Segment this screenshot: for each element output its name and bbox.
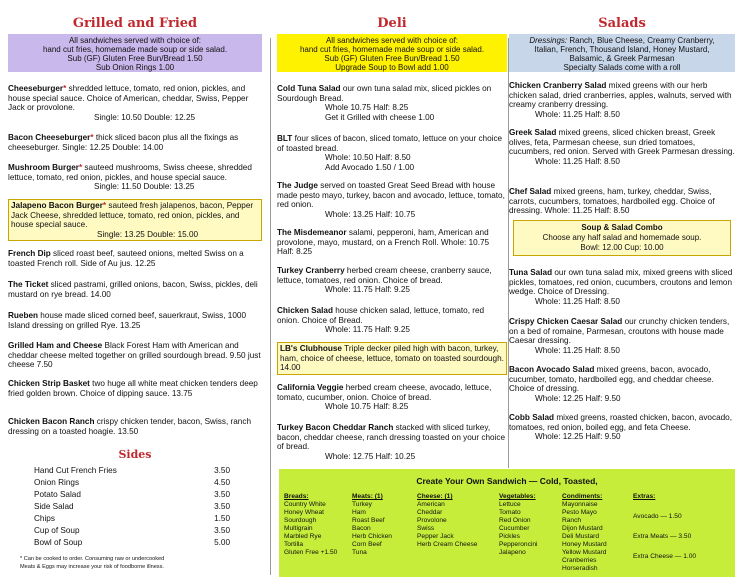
cyo-extra: Extra Cheese — 1.00 bbox=[633, 553, 697, 560]
menu-item-lbs-clubhouse bbox=[277, 342, 507, 375]
menu-item-jalapeno-bacon-burger bbox=[8, 199, 262, 241]
cyo-heading: Cheese: (1) bbox=[417, 493, 453, 500]
food-disclaimer bbox=[20, 556, 240, 571]
deli-note bbox=[277, 34, 507, 72]
cyo-heading: Vegetables: bbox=[499, 493, 536, 500]
item-name: Bacon Cheeseburger bbox=[8, 133, 91, 142]
deli-note-line: All sandwiches served with choice of: bbox=[325, 36, 459, 45]
item-price: Whole: 11.75 Half: 9.25 bbox=[325, 285, 410, 295]
grilled-column bbox=[8, 0, 262, 587]
item-desc: sliced roast beef, sauteed onions, melted Swiss on a toasted French roll. Side of Au jus. 12.25 bbox=[8, 249, 244, 268]
cyo-option: Gluten Free +1.50 bbox=[284, 549, 338, 556]
cyo-meats bbox=[352, 493, 392, 557]
menu-item-cheeseburger bbox=[8, 84, 262, 122]
grilled-note-line: Sub (GF) Gluten Free Bun/Bread 1.50 bbox=[67, 54, 203, 63]
side-price: 4.50 bbox=[214, 478, 230, 487]
side-name: Hand Cut French Fries bbox=[34, 466, 117, 475]
cyo-option: Pepper Jack bbox=[417, 533, 454, 540]
cyo-option: Sourdough bbox=[284, 517, 317, 524]
deli-note-line: Upgrade Soup to Bowl add 1.00 bbox=[335, 63, 449, 72]
item-name: Crispy Chicken Caesar Salad bbox=[509, 317, 623, 326]
item-name: Chicken Bacon Ranch bbox=[8, 417, 95, 426]
item-desc: served on toasted Great Seed Bread with house made pesto mayo, turkey, bacon and avocado, lettuce, tomato, red onion. bbox=[277, 181, 505, 210]
item-price: Whole 10.75 Half: 8.25 bbox=[325, 103, 409, 113]
item-name: Turkey Bacon Cheddar Ranch bbox=[277, 423, 394, 432]
item-price: Whole 10.75 Half: 8.25 bbox=[325, 402, 409, 412]
menu-item-chicken-cranberry-salad bbox=[509, 81, 735, 119]
menu-item-the-misdemeanor bbox=[277, 228, 507, 257]
side-item bbox=[34, 501, 230, 513]
cyo-option: Ranch bbox=[562, 517, 582, 524]
cyo-option: Provolone bbox=[417, 517, 447, 524]
item-desc: mixed greens, roasted chicken, bacon, avocado, tomatoes, red onion, boiled egg, and feta Cheese. bbox=[509, 413, 733, 432]
item-name: Greek Salad bbox=[509, 128, 557, 137]
cyo-option: Pickles bbox=[499, 533, 520, 540]
combo-desc: Choose any half salad and homemade soup. bbox=[542, 233, 702, 242]
item-desc: herbed cream cheese, avocado, lettuce, tomato, cucumber, onion. Choice of bread. bbox=[277, 383, 492, 402]
cyo-option: Ham bbox=[352, 509, 366, 516]
side-item bbox=[34, 537, 230, 549]
menu-item-tuna-salad bbox=[509, 268, 735, 306]
cyo-option: Turkey bbox=[352, 501, 372, 508]
column-divider bbox=[270, 38, 271, 575]
side-item bbox=[34, 465, 230, 477]
item-name: Cold Tuna Salad bbox=[277, 84, 341, 93]
grilled-note-line: hand cut fries, homemade made soup or side salad. bbox=[42, 45, 228, 54]
item-desc: stacked with sliced turkey, bacon, cheddar cheese, ranch dressing toasted on your choice of bread. bbox=[277, 423, 506, 452]
asterisk: * bbox=[90, 133, 94, 142]
item-desc: our crunchy chicken tenders, on a bed of romaine, Parmesan, croutons with house made Caesar dressing. bbox=[509, 317, 730, 346]
item-desc: herbed cream cheese, cranberry sauce, lettuce, tomatoes, red onion. Choice of bread. bbox=[277, 266, 492, 285]
salads-note bbox=[509, 34, 735, 72]
cyo-option: Swiss bbox=[417, 525, 435, 532]
menu-item-turkey-cranberry bbox=[277, 266, 507, 295]
cyo-option: Honey Mustard bbox=[562, 541, 607, 548]
combo-price: Bowl: 12.00 Cup: 10.00 bbox=[580, 243, 664, 252]
item-price: Single: 10.50 Double: 12.25 bbox=[94, 112, 196, 122]
item-name: Cheeseburger bbox=[8, 84, 64, 93]
create-your-own-panel bbox=[279, 469, 735, 577]
item-desc: house chicken salad, lettuce, tomato, red onion. Choice of Bread. bbox=[277, 306, 485, 325]
item-name: Chicken Strip Basket bbox=[8, 379, 90, 388]
menu-item-the-ticket bbox=[8, 280, 262, 299]
cyo-heading: Meats: (1) bbox=[352, 493, 383, 500]
menu-item-chicken-strip-basket bbox=[8, 379, 262, 398]
cyo-extras bbox=[633, 493, 696, 561]
menu-item-cold-tuna-salad bbox=[277, 84, 507, 122]
item-name: Bacon Avocado Salad bbox=[509, 365, 595, 374]
menu-item-chicken-salad bbox=[277, 306, 507, 335]
item-name: Chef Salad bbox=[509, 187, 552, 196]
side-name: Cup of Soup bbox=[34, 526, 80, 535]
cyo-heading: Condiments: bbox=[562, 493, 603, 500]
item-name: The Ticket bbox=[8, 280, 49, 289]
cyo-extra: Extra Meats — 3.50 bbox=[633, 533, 692, 540]
item-desc: sauteed fresh jalapenos, bacon, Pepper Jack Cheese, shredded lettuce, tomato, red onion, pickles, and house special sauce. bbox=[11, 201, 254, 230]
item-extra: Get it Grilled with cheese 1.00 bbox=[325, 112, 435, 122]
cyo-heading: Breads: bbox=[284, 493, 309, 500]
salads-note-line bbox=[509, 36, 735, 45]
menu-item-turkey-bacon-cheddar-ranch bbox=[277, 423, 507, 461]
cyo-option: Roast Beef bbox=[352, 517, 385, 524]
item-name: Turkey Cranberry bbox=[277, 266, 345, 275]
item-price: Whole: 11.25 Half: 8.50 bbox=[535, 296, 620, 306]
cyo-option: Corn Beef bbox=[352, 541, 382, 548]
item-name: Cobb Salad bbox=[509, 413, 555, 422]
item-desc: our own tuna salad mix, mixed greens with sliced pickles, tomatoes, red onion, cucumbers, croutons and lemon wedge. Choice of Dressing. bbox=[509, 268, 733, 297]
cyo-option: Pepperoncini bbox=[499, 541, 538, 548]
cyo-option: Herb Chicken bbox=[352, 533, 392, 540]
grilled-note bbox=[8, 34, 262, 72]
cyo-option: Country White bbox=[284, 501, 326, 508]
item-name: California Veggie bbox=[277, 383, 344, 392]
side-price: 5.00 bbox=[214, 538, 230, 547]
menu-item-cobb-salad bbox=[509, 413, 735, 442]
side-price: 3.50 bbox=[214, 490, 230, 499]
cyo-option: Honey Wheat bbox=[284, 509, 324, 516]
menu-item-rueben bbox=[8, 311, 262, 330]
item-name: Tuna Salad bbox=[509, 268, 553, 277]
item-name: BLT bbox=[277, 134, 293, 143]
side-price: 3.50 bbox=[214, 466, 230, 475]
item-name: Mushroom Burger bbox=[8, 163, 79, 172]
grilled-note-line: All sandwiches served with choice of: bbox=[68, 36, 202, 45]
side-item bbox=[34, 477, 230, 489]
item-price: Whole: 12.25 Half: 9.50 bbox=[535, 432, 621, 442]
cyo-breads bbox=[284, 493, 337, 557]
cyo-option: Pesto Mayo bbox=[562, 509, 597, 516]
cyo-option: Jalapeno bbox=[499, 549, 526, 556]
item-price: Whole: 11.25 Half: 8.50 bbox=[535, 109, 620, 119]
item-desc: mixed greens, ham, turkey, cheddar, Swiss, carrots, cucumbers, tomatoes, hardboiled egg. Choice of dressing. Whole: 11.25 Half: 8.50 bbox=[509, 187, 715, 216]
salads-note-line: Balsamic, & Greek Parmesan bbox=[569, 54, 675, 63]
menu-item-french-dip bbox=[8, 249, 262, 268]
cyo-heading: Extras: bbox=[633, 493, 656, 500]
item-price: Whole: 12.75 Half: 10.25 bbox=[325, 451, 416, 461]
cyo-option: Cheddar bbox=[417, 509, 443, 516]
item-name: French Dip bbox=[8, 249, 51, 258]
cyo-option: Lettuce bbox=[499, 501, 521, 508]
menu-item-california-veggie bbox=[277, 383, 507, 412]
grilled-note-line: Sub Onion Rings 1.00 bbox=[95, 63, 175, 72]
item-price: Whole: 11.25 Half: 8.50 bbox=[535, 156, 620, 166]
item-desc: salami, pepperoni, ham, American and provolone, mayo, mustard, on a French Roll. Whole: 10.75 Half: 8.25 bbox=[277, 228, 490, 257]
menu-item-chef-salad bbox=[509, 187, 735, 216]
cyo-extra: Avocado — 1.50 bbox=[633, 513, 682, 520]
cyo-option: Multigrain bbox=[284, 525, 313, 532]
side-name: Potato Salad bbox=[34, 490, 81, 499]
cyo-option: American bbox=[417, 501, 445, 508]
side-item bbox=[34, 525, 230, 537]
item-desc: Black Forest Ham with American and cheddar cheese melted together on grilled sourdough bread. 9.50 just cheese 7.50 bbox=[8, 341, 261, 370]
cyo-option: Red Onion bbox=[499, 517, 531, 524]
item-price: Single: 11.50 Double: 13.25 bbox=[94, 182, 195, 192]
side-item bbox=[34, 489, 230, 501]
menu-item-grilled-ham-cheese bbox=[8, 341, 262, 370]
cyo-option: Yellow Mustard bbox=[562, 549, 607, 556]
deli-heading: Deli bbox=[377, 16, 407, 31]
item-desc: four slices of bacon, sliced tomato, lettuce on your choice of toasted bread. bbox=[277, 134, 503, 153]
salads-heading: Salads bbox=[598, 16, 646, 31]
deli-note-line: Sub (GF) Gluten Free Bun/Bread 1.50 bbox=[324, 54, 460, 63]
cyo-condiments bbox=[562, 493, 607, 573]
cyo-option: Horseradish bbox=[562, 565, 598, 572]
item-price: Whole: 12.25 Half: 9.50 bbox=[535, 393, 621, 403]
item-price: Whole: 10.50 Half: 8.50 bbox=[325, 153, 411, 163]
menu-item-mushroom-burger bbox=[8, 163, 262, 192]
item-name: Chicken Cranberry Salad bbox=[509, 81, 607, 90]
item-name: The Misdemeanor bbox=[277, 228, 347, 237]
soup-salad-combo bbox=[513, 220, 731, 256]
menu-item-bacon-avocado-salad bbox=[509, 365, 735, 403]
cyo-option: Tomato bbox=[499, 509, 521, 516]
side-name: Onion Rings bbox=[34, 478, 80, 487]
side-price: 1.50 bbox=[214, 514, 230, 523]
item-price: Whole: 11.25 Half: 8.50 bbox=[535, 345, 620, 355]
cyo-option: Herb Cream Cheese bbox=[417, 541, 478, 548]
cyo-vegetables bbox=[499, 493, 538, 557]
combo-title: Soup & Salad Combo bbox=[581, 223, 663, 232]
dressings-label: Dressings: bbox=[529, 36, 568, 45]
cyo-option: Deli Mustard bbox=[562, 533, 600, 540]
item-desc: house made sliced corned beef, sauerkraut, Swiss, 1000 Island dressing on grilled Rye. 13.25 bbox=[8, 311, 247, 330]
deli-note-line: hand cut fries, homemade made soup or side salad. bbox=[299, 45, 485, 54]
menu-item-blt bbox=[277, 134, 507, 172]
asterisk: * bbox=[78, 163, 83, 172]
cyo-option: Tortilla bbox=[284, 541, 304, 548]
item-name: Grilled Ham and Cheese bbox=[8, 341, 103, 350]
item-desc: thick sliced bacon plus all the fixings as cheeseburger. Single: 12.25 Double: 14.00 bbox=[8, 133, 239, 152]
menu-item-crispy-chicken-caesar-salad bbox=[509, 317, 735, 355]
item-desc: crispy chicken tender, bacon, Swiss, ranch dressing on a toasted hoagie. 13.50 bbox=[8, 417, 251, 436]
cyo-option: Cranberries bbox=[562, 557, 597, 564]
item-desc: mixed greens, sliced chicken breast, Greek olives, feta, Parmesan cheese, sun dried tomatoes, cucumbers, red onion. Served with Greek Parmesan dressing. bbox=[509, 128, 735, 157]
item-desc: mixed greens with our herb chicken salad, dried cranberries, apples, walnuts, served with creamy cranberry dressing. bbox=[509, 81, 732, 110]
item-extra: Add Avocado 1.50 / 1.00 bbox=[325, 162, 415, 172]
item-desc: shredded lettuce, tomato, red onion, pickles, and house special sauce. Choice of American, cheddar, Swiss, Pepper Jack or provolone. bbox=[8, 84, 249, 113]
disclaimer-line: * Can be cooked to order. Consuming raw or undercooked bbox=[20, 556, 165, 562]
sides-heading: Sides bbox=[118, 448, 152, 461]
item-desc: sauteed mushrooms, Swiss cheese, shredded lettuce, tomato, red onion, pickles, and house special sauce. bbox=[8, 163, 252, 182]
side-item bbox=[34, 513, 230, 525]
side-price: 3.50 bbox=[214, 526, 230, 535]
side-name: Chips bbox=[34, 514, 55, 523]
item-name: Chicken Salad bbox=[277, 306, 333, 315]
item-desc: sliced pastrami, grilled onions, bacon, Swiss, pickles, deli mustard on rye bread. 14.00 bbox=[8, 280, 258, 299]
cyo-option: Cucumber bbox=[499, 525, 530, 532]
menu-item-the-judge bbox=[277, 181, 507, 219]
cyo-option: Dijon Mustard bbox=[562, 525, 603, 532]
asterisk: * bbox=[102, 201, 107, 210]
salads-note-line: Italian, French, Thousand Island, Honey Mustard, bbox=[534, 45, 710, 54]
salads-note-line: Specialty Salads come with a roll bbox=[563, 63, 681, 72]
item-name: LB's Clubhouse bbox=[280, 344, 342, 353]
menu-item-greek-salad bbox=[509, 128, 735, 166]
item-desc: our own tuna salad mix, sliced pickles on Sourdough Bread. bbox=[277, 84, 492, 103]
cyo-cheese bbox=[417, 493, 477, 549]
item-name: Jalapeno Bacon Burger bbox=[11, 201, 103, 210]
cyo-title: Create Your Own Sandwich — Cold, Toasted, bbox=[416, 476, 598, 486]
item-price: Whole: 13.25 Half: 10.75 bbox=[325, 209, 416, 219]
item-desc: Triple decker piled high with bacon, turkey, ham, choice of cheese, lettuce, tomato on toasted sourdough. 14.00 bbox=[280, 344, 504, 373]
cyo-option: Tuna bbox=[352, 549, 367, 556]
item-price: Whole: 11.75 Half: 9.25 bbox=[325, 325, 410, 335]
side-name: Bowl of Soup bbox=[34, 538, 83, 547]
cyo-option: Bacon bbox=[352, 525, 371, 532]
cyo-option: Mayonnaise bbox=[562, 501, 598, 508]
cyo-option: Marbled Rye bbox=[284, 533, 322, 540]
asterisk: * bbox=[63, 84, 67, 93]
item-price: Single: 13.25 Double: 15.00 bbox=[97, 229, 199, 239]
side-price: 3.50 bbox=[214, 502, 230, 511]
menu-item-chicken-bacon-ranch bbox=[8, 417, 262, 436]
item-name: Rueben bbox=[8, 311, 39, 320]
menu-item-bacon-cheeseburger bbox=[8, 133, 262, 152]
disclaimer-line: Meats & Eggs may increase your risk of foodborne illness. bbox=[20, 563, 164, 570]
grilled-heading: Grilled and Fried bbox=[72, 16, 198, 31]
side-name: Side Salad bbox=[34, 502, 74, 511]
item-desc: two huge all white meat chicken tenders deep fried golden brown. Choice of dipping sauce. 13.75 bbox=[8, 379, 258, 398]
item-name: The Judge bbox=[277, 181, 318, 190]
item-desc: mixed greens, bacon, avocado, cucumber, tomato, hardboiled egg, and cheddar cheese. Choice of dressing. bbox=[509, 365, 714, 394]
dressings-list: Ranch, Blue Cheese, Creamy Cranberry, bbox=[567, 36, 715, 45]
